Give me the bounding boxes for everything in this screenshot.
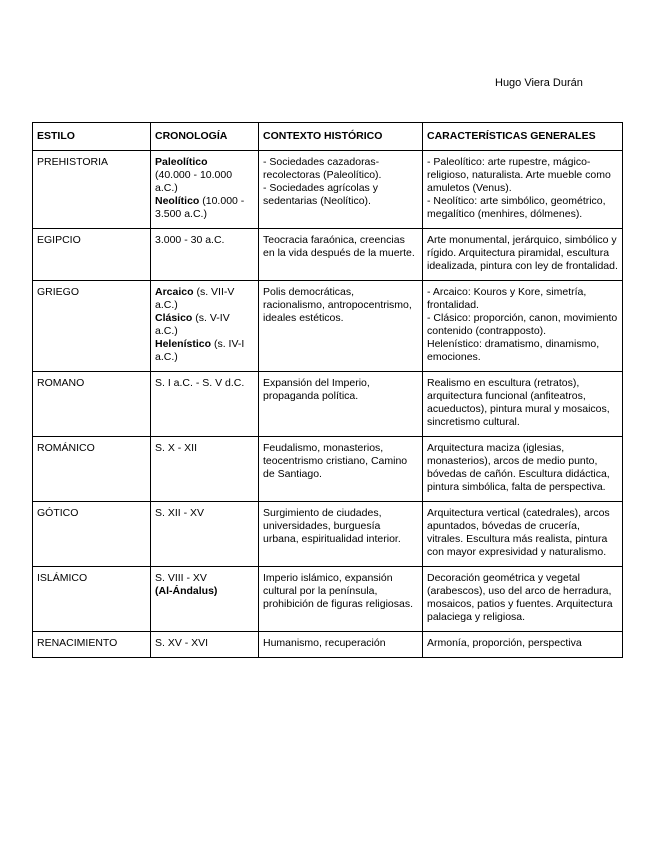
cell-caracteristicas-line: - Paleolítico: arte rupestre, mágico-religioso, naturalista. Arte mueble como amuletos (Venus). [427,156,611,194]
cell-estilo [33,151,151,229]
cell-estilo-line: ROMANO [37,377,85,389]
cell-contexto [259,632,423,658]
cell-contexto-line: Feudalismo, monasterios, teocentrismo cristiano, Camino de Santiago. [263,442,408,480]
table-header-row [33,123,623,151]
cell-cronologia [151,151,259,229]
cell-estilo [33,632,151,658]
cell-contexto [259,151,423,229]
table-row [33,151,623,229]
period-name: Helenístico [155,338,212,350]
cell-cronologia [151,281,259,372]
cell-caracteristicas [423,229,623,281]
cell-contexto-line: Expansión del Imperio, propaganda política. [263,377,370,402]
cronologia-line: 3.000 - 30 a.C. [155,234,225,246]
cell-estilo [33,372,151,437]
period-name: Paleolítico [155,156,208,168]
cronologia-line: S. VIII - XV [155,572,207,584]
table-row [33,281,623,372]
cell-caracteristicas-line: Realismo en escultura (retratos), arquitectura funcional (anfiteatros, acueductos), pintura mural y mosaicos, sincretismo cultural. [427,377,610,428]
cell-contexto [259,229,423,281]
cell-estilo-line: EGIPCIO [37,234,81,246]
cell-caracteristicas-line: Decoración geométrica y vegetal (arabescos), uso del arco de herradura, mosaicos, patios y fuentes. Arquitectura palaciega y religiosa. [427,572,613,623]
cell-caracteristicas [423,632,623,658]
period-name: (Al-Ándalus) [155,585,218,597]
cell-estilo-line: RENACIMIENTO [37,637,118,649]
cronologia-line: Arcaico (s. VII-V a.C.) [155,286,235,311]
cronologia-line: S. I a.C. - S. V d.C. [155,377,245,389]
cell-caracteristicas-line: - Neolítico: arte simbólico, geométrico, megalítico (menhires, dólmenes). [427,195,606,220]
cell-cronologia [151,567,259,632]
period-name: Clásico [155,312,193,324]
cronologia-line: S. XII - XV [155,507,205,519]
cell-contexto [259,281,423,372]
cronologia-line: Helenístico (s. IV-I a.C.) [155,338,245,363]
cell-estilo [33,502,151,567]
cell-estilo [33,229,151,281]
cronologia-line: Neolítico (10.000 - 3.500 a.C.) [155,195,245,220]
cell-caracteristicas-line: Helenístico: dramatismo, dinamismo, emociones. [427,338,600,363]
cell-caracteristicas [423,567,623,632]
period-name: Arcaico [155,286,194,298]
cronologia-line: S. XV - XVI [155,637,209,649]
cell-contexto-line: Imperio islámico, expansión cultural por la península, prohibición de figuras religiosas. [263,572,413,610]
cell-caracteristicas [423,281,623,372]
cronologia-line: Clásico (s. V-IV a.C.) [155,312,230,337]
cell-caracteristicas [423,437,623,502]
cell-estilo-line: ISLÁMICO [37,572,88,584]
cell-estilo-line: GRIEGO [37,286,80,298]
cell-cronologia [151,372,259,437]
cell-contexto [259,372,423,437]
table-row [33,229,623,281]
table-body [33,151,623,658]
header-caracteristicas: CARACTERÍSTICAS GENERALES [423,123,623,151]
period-name: Neolítico [155,195,200,207]
cell-caracteristicas [423,151,623,229]
cell-caracteristicas-line: Arte monumental, jerárquico, simbólico y rígido. Arquitectura piramidal, escultura idealizada, pintura con ley de frontalidad. [427,234,618,272]
cell-contexto-line: - Sociedades cazadoras-recolectoras (Paleolítico). [263,156,382,181]
cronologia-line [155,585,254,598]
cronologia-line: S. X - XII [155,442,198,454]
cell-caracteristicas [423,372,623,437]
cell-caracteristicas-line: Armonía, proporción, perspectiva [427,637,582,649]
cell-estilo [33,281,151,372]
author-name: Hugo Viera Durán [495,77,583,89]
cell-caracteristicas-line: Arquitectura vertical (catedrales), arcos apuntados, bóvedas de crucería, vitrales. Escultura más realista, pintura con mayor expresividad y naturalismo. [427,507,610,558]
cronologia-line: (40.000 - 10.000 a.C.) [155,169,233,194]
table-row [33,567,623,632]
cell-caracteristicas-line: Arquitectura maciza (iglesias, monasterios), arcos de medio punto, bóvedas de cañón. Escultura didáctica, pintura simbólica, falta de perspectiva. [427,442,610,493]
cell-estilo-line: ROMÁNICO [37,442,95,454]
cell-estilo-line: GÓTICO [37,507,79,519]
cell-contexto-line: Teocracia faraónica, creencias en la vida después de la muerte. [263,234,415,259]
cell-cronologia [151,229,259,281]
cell-contexto [259,567,423,632]
art-styles-table [32,122,623,658]
header-cronologia: CRONOLOGÍA [151,123,259,151]
cell-caracteristicas-line: - Clásico: proporción, canon, movimiento contenido (contrapposto). [427,312,618,337]
table-row [33,372,623,437]
cell-caracteristicas-line: - Arcaico: Kouros y Kore, simetría, frontalidad. [427,286,587,311]
cell-contexto [259,502,423,567]
table-row [33,437,623,502]
cell-estilo [33,437,151,502]
header-contexto: CONTEXTO HISTÓRICO [259,123,423,151]
cell-contexto [259,437,423,502]
table-row [33,632,623,658]
table-row [33,502,623,567]
cell-caracteristicas [423,502,623,567]
cell-contexto-line: - Sociedades agrícolas y sedentarias (Neolítico). [263,182,378,207]
cell-contexto-line: Surgimiento de ciudades, universidades, burguesía urbana, espiritualidad interior. [263,507,401,545]
cronologia-line [155,156,254,169]
cell-cronologia [151,437,259,502]
cell-contexto-line: Humanismo, recuperación [263,637,386,649]
cell-cronologia [151,502,259,567]
header-estilo: ESTILO [33,123,151,151]
cell-estilo [33,567,151,632]
cell-contexto-line: Polis democráticas, racionalismo, antropocentrismo, ideales estéticos. [263,286,412,324]
cell-estilo-line: PREHISTORIA [37,156,108,168]
cell-cronologia [151,632,259,658]
